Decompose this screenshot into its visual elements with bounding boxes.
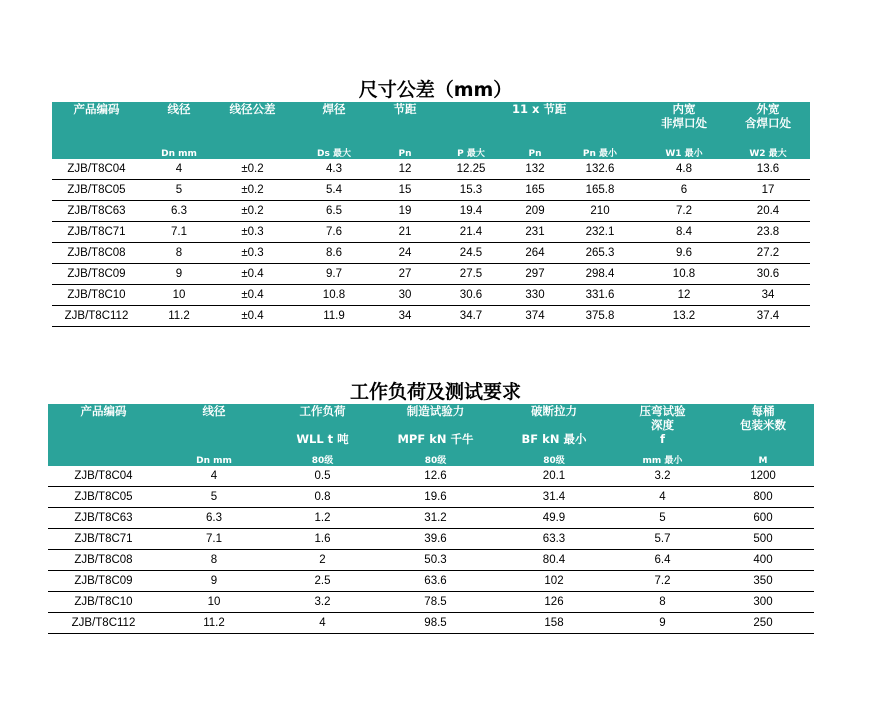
table-cell: 63.6 [376, 571, 495, 592]
table-cell: 19 [380, 201, 430, 222]
table-cell: 300 [712, 592, 814, 613]
column-unit: W2 最大 [749, 149, 787, 159]
table-cell: 34 [380, 306, 430, 327]
table-cell: 10.8 [642, 264, 726, 285]
table-cell: 5 [141, 180, 217, 201]
column-subheader: BF kN 最小 [521, 432, 587, 446]
table-row [52, 243, 810, 264]
column-unit: M [758, 456, 768, 466]
column-header: 产品编码 [73, 102, 120, 116]
product-code: ZJB/T8C08 [52, 243, 141, 264]
unit-row [52, 148, 810, 159]
table-cell: 10.8 [288, 285, 380, 306]
table-cell: 158 [495, 613, 613, 634]
table-cell: 5.4 [288, 180, 380, 201]
table-cell: 250 [712, 613, 814, 634]
table-cell: 11.2 [159, 613, 269, 634]
table-cell: 6.3 [159, 508, 269, 529]
column-header: 产品编码 [80, 404, 127, 418]
product-code: ZJB/T8C09 [52, 264, 141, 285]
table-cell: ±0.2 [217, 180, 288, 201]
table-row [48, 508, 814, 529]
table-cell: 600 [712, 508, 814, 529]
column-header: 节距 [393, 102, 417, 116]
table-row [48, 571, 814, 592]
column-subheader [159, 432, 269, 446]
column-header: 破断拉力 [531, 404, 577, 418]
table-row [52, 159, 810, 180]
column-header [558, 102, 642, 148]
product-code: ZJB/T8C63 [48, 508, 159, 529]
column-header: 工作负荷 [299, 404, 346, 418]
table-row [52, 306, 810, 327]
table-cell: 8 [613, 592, 712, 613]
table-cell: 19.4 [430, 201, 512, 222]
header-row [52, 102, 810, 148]
table-cell: 7.2 [613, 571, 712, 592]
table-cell: 80.4 [495, 550, 613, 571]
table-cell: ±0.2 [217, 159, 288, 180]
table-cell: 9 [613, 613, 712, 634]
table-cell: 2.5 [269, 571, 376, 592]
product-code: ZJB/T8C63 [52, 201, 141, 222]
table-cell: 12 [642, 285, 726, 306]
table-cell: 9.7 [288, 264, 380, 285]
table-row [52, 285, 810, 306]
table-cell: 264 [512, 243, 558, 264]
table-cell: 102 [495, 571, 613, 592]
column-subheader: f [659, 432, 665, 446]
product-code: ZJB/T8C112 [52, 306, 141, 327]
table-cell: 31.2 [376, 508, 495, 529]
table-cell: 500 [712, 529, 814, 550]
table-cell: 7.1 [159, 529, 269, 550]
dimension-tolerance-title: 尺寸公差（mm） [358, 79, 513, 101]
table-cell: 50.3 [376, 550, 495, 571]
column-unit: Dn mm [196, 456, 232, 466]
table-cell: 11.2 [141, 306, 217, 327]
table-cell: 13.2 [642, 306, 726, 327]
product-code: ZJB/T8C112 [48, 613, 159, 634]
product-code: ZJB/T8C05 [48, 487, 159, 508]
table-cell: 2 [269, 550, 376, 571]
table-row [48, 592, 814, 613]
column-unit: Ds 最大 [317, 149, 351, 159]
table-cell: 15 [380, 180, 430, 201]
column-header: 压弯试验 深度 [639, 404, 686, 432]
table-cell: 297 [512, 264, 558, 285]
product-code: ZJB/T8C10 [48, 592, 159, 613]
table-cell: 4 [269, 613, 376, 634]
table-cell: 4.3 [288, 159, 380, 180]
table-cell: ±0.2 [217, 201, 288, 222]
table-cell: 20.1 [495, 466, 613, 487]
table-cell: 132.6 [558, 159, 642, 180]
table-cell: 17 [726, 180, 810, 201]
table-cell: 298.4 [558, 264, 642, 285]
table-row [48, 466, 814, 487]
table-cell: 4 [613, 487, 712, 508]
table-row [52, 264, 810, 285]
table-cell: 30.6 [430, 285, 512, 306]
table-cell: 375.8 [558, 306, 642, 327]
table-row [48, 613, 814, 634]
table-cell: 30.6 [726, 264, 810, 285]
table-cell: 1.6 [269, 529, 376, 550]
table-cell: 24.5 [430, 243, 512, 264]
table-cell: 3.2 [269, 592, 376, 613]
workload-test-table [48, 404, 814, 634]
table-cell: 7.1 [141, 222, 217, 243]
table-cell: 9.6 [642, 243, 726, 264]
table-cell: 34.7 [430, 306, 512, 327]
table-row [52, 201, 810, 222]
table-cell: 19.6 [376, 487, 495, 508]
workload-test-title: 工作负荷及测试要求 [349, 381, 521, 403]
table-cell: 8 [159, 550, 269, 571]
table-cell: 8 [141, 243, 217, 264]
table-cell: 31.4 [495, 487, 613, 508]
table-cell: 1200 [712, 466, 814, 487]
column-unit: 80级 [543, 456, 565, 466]
column-subheader: WLL t 吨 [296, 432, 349, 446]
table-cell: 7.6 [288, 222, 380, 243]
column-subheader [48, 432, 159, 446]
table-cell: ±0.4 [217, 285, 288, 306]
table-cell: 23.8 [726, 222, 810, 243]
table-cell: 12 [380, 159, 430, 180]
column-header: 线径 [202, 404, 226, 418]
table-cell: 24 [380, 243, 430, 264]
column-header: 线径 [167, 102, 191, 116]
product-code: ZJB/T8C71 [52, 222, 141, 243]
table-cell: 6.5 [288, 201, 380, 222]
table-cell: 209 [512, 201, 558, 222]
column-unit [48, 446, 159, 466]
table-row [48, 487, 814, 508]
table-cell: 27.5 [430, 264, 512, 285]
product-code: ZJB/T8C04 [52, 159, 141, 180]
table-cell: 0.5 [269, 466, 376, 487]
table-cell: 232.1 [558, 222, 642, 243]
subheader-row [48, 432, 814, 446]
table-cell: 126 [495, 592, 613, 613]
column-unit [217, 148, 288, 159]
table-cell: 210 [558, 201, 642, 222]
table-cell: 30 [380, 285, 430, 306]
column-header [430, 102, 512, 148]
table-cell: 6.4 [613, 550, 712, 571]
table-cell: 350 [712, 571, 814, 592]
table-cell: 4 [159, 466, 269, 487]
table-cell: 4.8 [642, 159, 726, 180]
column-unit: Pn [528, 149, 542, 159]
column-unit: W1 最小 [665, 149, 703, 159]
table-cell: 132 [512, 159, 558, 180]
table-cell: 5.7 [613, 529, 712, 550]
column-unit: Pn 最小 [582, 149, 618, 159]
table-cell: 165 [512, 180, 558, 201]
table-cell: 39.6 [376, 529, 495, 550]
table-cell: 4 [141, 159, 217, 180]
column-header: 内宽 非焊口处 [661, 102, 707, 130]
table-row [48, 550, 814, 571]
table-cell: 3.2 [613, 466, 712, 487]
table-cell: ±0.3 [217, 243, 288, 264]
table-cell: 27.2 [726, 243, 810, 264]
table-cell: 10 [141, 285, 217, 306]
table-cell: ±0.4 [217, 306, 288, 327]
column-unit: P 最大 [457, 149, 485, 159]
product-code: ZJB/T8C05 [52, 180, 141, 201]
table-cell: 8.6 [288, 243, 380, 264]
column-unit [52, 148, 141, 159]
table-cell: 13.6 [726, 159, 810, 180]
table-cell: 98.5 [376, 613, 495, 634]
column-subheader [712, 432, 814, 446]
column-unit: Dn mm [161, 149, 197, 159]
column-header: 制造试验力 [406, 404, 465, 418]
table-row [48, 529, 814, 550]
table-cell: 0.8 [269, 487, 376, 508]
column-header: 外宽 含焊口处 [745, 102, 791, 130]
column-unit: 80级 [311, 456, 334, 466]
table-cell: 8.4 [642, 222, 726, 243]
table-row [52, 180, 810, 201]
product-code: ZJB/T8C09 [48, 571, 159, 592]
table-cell: 12.6 [376, 466, 495, 487]
table-cell: 27 [380, 264, 430, 285]
product-code: ZJB/T8C04 [48, 466, 159, 487]
table-cell: 6 [642, 180, 726, 201]
table-cell: 330 [512, 285, 558, 306]
column-header: 11 x 节距 [512, 102, 567, 116]
table-cell: 5 [613, 508, 712, 529]
table-cell: 15.3 [430, 180, 512, 201]
column-unit: 80级 [424, 456, 447, 466]
table-cell: 400 [712, 550, 814, 571]
table-cell: 9 [141, 264, 217, 285]
table-cell: 11.9 [288, 306, 380, 327]
header-row [48, 404, 814, 432]
table-cell: 265.3 [558, 243, 642, 264]
dimension-tolerance-table [52, 102, 810, 327]
table-cell: 9 [159, 571, 269, 592]
table-cell: 49.9 [495, 508, 613, 529]
column-subheader: MPF kN 千牛 [397, 432, 474, 446]
table-cell: 21 [380, 222, 430, 243]
column-header: 焊径 [322, 102, 346, 116]
table-cell: 165.8 [558, 180, 642, 201]
product-code: ZJB/T8C08 [48, 550, 159, 571]
table-cell: 231 [512, 222, 558, 243]
table-cell: 800 [712, 487, 814, 508]
column-unit: Pn [398, 149, 412, 159]
column-header: 线径公差 [229, 102, 276, 116]
table-cell: 1.2 [269, 508, 376, 529]
table-cell: 34 [726, 285, 810, 306]
table-cell: 331.6 [558, 285, 642, 306]
table-cell: ±0.4 [217, 264, 288, 285]
unit-row [48, 446, 814, 466]
table-cell: 7.2 [642, 201, 726, 222]
table-cell: 6.3 [141, 201, 217, 222]
column-unit: mm 最小 [642, 456, 683, 466]
product-code: ZJB/T8C71 [48, 529, 159, 550]
table-cell: 374 [512, 306, 558, 327]
table-cell: 63.3 [495, 529, 613, 550]
column-header: 每桶 包装米数 [740, 404, 786, 432]
product-code: ZJB/T8C10 [52, 285, 141, 306]
table-row [52, 222, 810, 243]
table-cell: 5 [159, 487, 269, 508]
table-cell: 78.5 [376, 592, 495, 613]
table-cell: 37.4 [726, 306, 810, 327]
table-cell: ±0.3 [217, 222, 288, 243]
table-cell: 10 [159, 592, 269, 613]
table-cell: 20.4 [726, 201, 810, 222]
table-cell: 21.4 [430, 222, 512, 243]
table-cell: 12.25 [430, 159, 512, 180]
